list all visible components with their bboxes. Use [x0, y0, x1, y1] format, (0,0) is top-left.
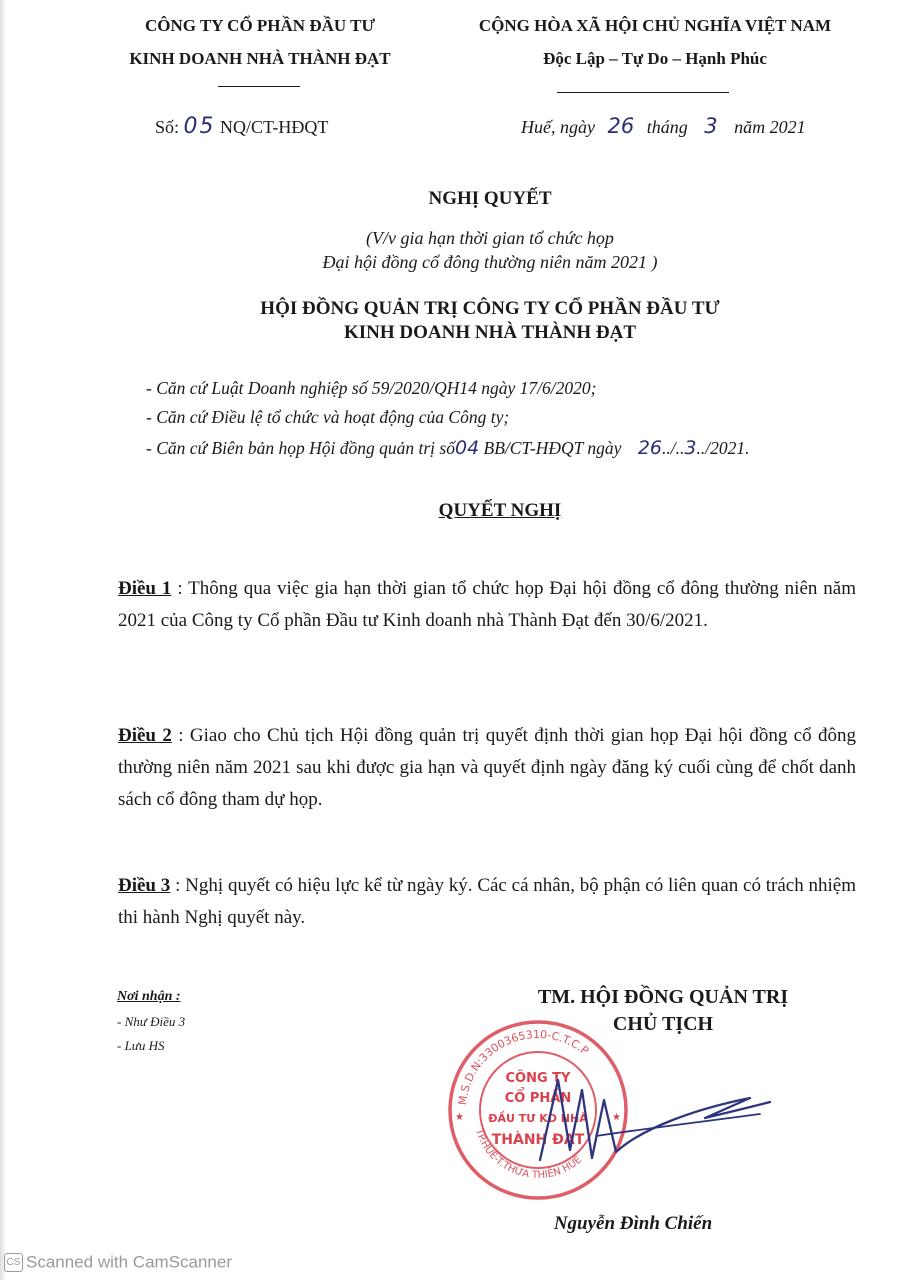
- national-motto: Độc Lập – Tự Do – Hạnh Phúc: [543, 49, 767, 68]
- basis-line3-day-handwritten: 26: [637, 437, 663, 459]
- document-number-handwritten: 05: [183, 114, 216, 139]
- resolves-heading: QUYẾT NGHỊ: [438, 500, 562, 521]
- date-day-handwritten: 26: [607, 114, 635, 138]
- article-2-label: Điều 2: [118, 725, 172, 746]
- basis-line2: - Căn cứ Điều lệ tổ chức và hoạt động của Công ty;: [146, 407, 510, 427]
- date-part3: năm 2021: [734, 117, 806, 137]
- article-3: [118, 870, 856, 934]
- article-1: [118, 573, 856, 637]
- seal-center-line: ĐẦU TƯ KD NHÀ: [488, 1112, 588, 1125]
- signature-title-line2: CHỦ TỊCH: [612, 1013, 714, 1035]
- document-number-prefix: Số:: [155, 117, 180, 137]
- document-number: [155, 114, 328, 139]
- company-underline: [218, 86, 300, 87]
- seal-ring-bottom-text: TP.HUẾ-T.THỪA THIÊN HUẾ: [473, 1127, 585, 1182]
- issuer-line2: KINH DOANH NHÀ THÀNH ĐẠT: [343, 322, 637, 343]
- document-number-suffix: NQ/CT-HĐQT: [220, 117, 329, 137]
- issuer-line1: HỘI ĐỒNG QUẢN TRỊ CÔNG TY CỔ PHẦN ĐẦU TƯ: [260, 298, 720, 319]
- seal-star-icon: ★: [612, 1112, 621, 1123]
- signature-title-line1: TM. HỘI ĐỒNG QUẢN TRỊ: [537, 986, 789, 1008]
- signer-name: Nguyễn Đình Chiến: [553, 1213, 713, 1234]
- seal-center-line: CỔ PHẦN: [504, 1091, 572, 1106]
- basis-line3-month-handwritten: 3: [684, 437, 697, 459]
- motto-underline: [557, 92, 729, 93]
- date-part2: tháng: [646, 117, 688, 137]
- basis-line3-mid: BB/CT-HĐQT ngày: [483, 438, 622, 458]
- recipient-item: - Như Điều 3: [117, 1014, 186, 1029]
- document-title: NGHỊ QUYẾT: [428, 188, 552, 209]
- article-3-text: : Nghị quyết có hiệu lực kể từ ngày ký. Các cá nhân, bộ phận có liên quan có trách nhiệm thi hành Nghị quyết này.: [118, 875, 856, 928]
- article-2-text: : Giao cho Chủ tịch Hội đồng quản trị quyết định thời gian họp Đại hội đồng cổ đông thường niên năm 2021 sau khi được gia hạn và quyết định ngày đăng ký cuối cùng để chốt danh sách cổ đông tham dự họp.: [118, 725, 856, 810]
- seal-center-line: THÀNH ĐẠT: [491, 1132, 585, 1148]
- article-3-label: Điều 3: [118, 875, 171, 896]
- company-name-line2: KINH DOANH NHÀ THÀNH ĐẠT: [129, 49, 391, 68]
- seal-star-icon: ★: [455, 1112, 464, 1123]
- article-1-text: : Thông qua việc gia hạn thời gian tổ chức họp Đại hội đồng cổ đông thường niên năm 2021 của Công ty Cổ phần Đầu tư Kinh doanh nhà Thành Đạt đến 30/6/2021.: [118, 578, 857, 631]
- article-1-label: Điều 1: [118, 578, 172, 599]
- date-part1: Huế, ngày: [521, 117, 595, 137]
- handwritten-signature: [500, 1040, 780, 1200]
- basis-line3: [146, 437, 749, 459]
- recipient-item: - Lưu HS: [117, 1038, 165, 1053]
- seal-center-line: CÔNG TY: [505, 1071, 571, 1086]
- watermark-text: Scanned with CamScanner: [26, 1252, 233, 1272]
- subject-line1: (V/v gia hạn thời gian tổ chức họp: [366, 228, 614, 248]
- national-title: CỘNG HÒA XÃ HỘI CHỦ NGHĨA VIỆT NAM: [478, 16, 832, 35]
- seal-ring-text: M.S.D.N:3300365310-C.T.C.P: [456, 1027, 592, 1106]
- date-month-handwritten: 3: [704, 114, 718, 138]
- basis-line3-number-handwritten: 04: [454, 437, 480, 459]
- basis-line3-prefix: - Căn cứ Biên bản họp Hội đồng quản trị số: [146, 438, 455, 458]
- basis-line1: - Căn cứ Luật Doanh nghiệp số 59/2020/QH14 ngày 17/6/2020;: [146, 378, 597, 398]
- scanner-watermark: [4, 1252, 232, 1273]
- subject-line2: Đại hội đồng cổ đông thường niên năm 2021 ): [322, 252, 658, 272]
- article-2: [118, 720, 856, 816]
- basis-line3-end: ../2021.: [696, 438, 750, 458]
- recipients-heading: Nơi nhận :: [117, 989, 181, 1004]
- company-name-line1: CÔNG TY CỔ PHẦN ĐẦU TƯ: [145, 16, 375, 35]
- camscanner-icon: CS: [4, 1253, 23, 1272]
- basis-line3-sep: ../..: [662, 438, 685, 458]
- document-date: [521, 114, 806, 138]
